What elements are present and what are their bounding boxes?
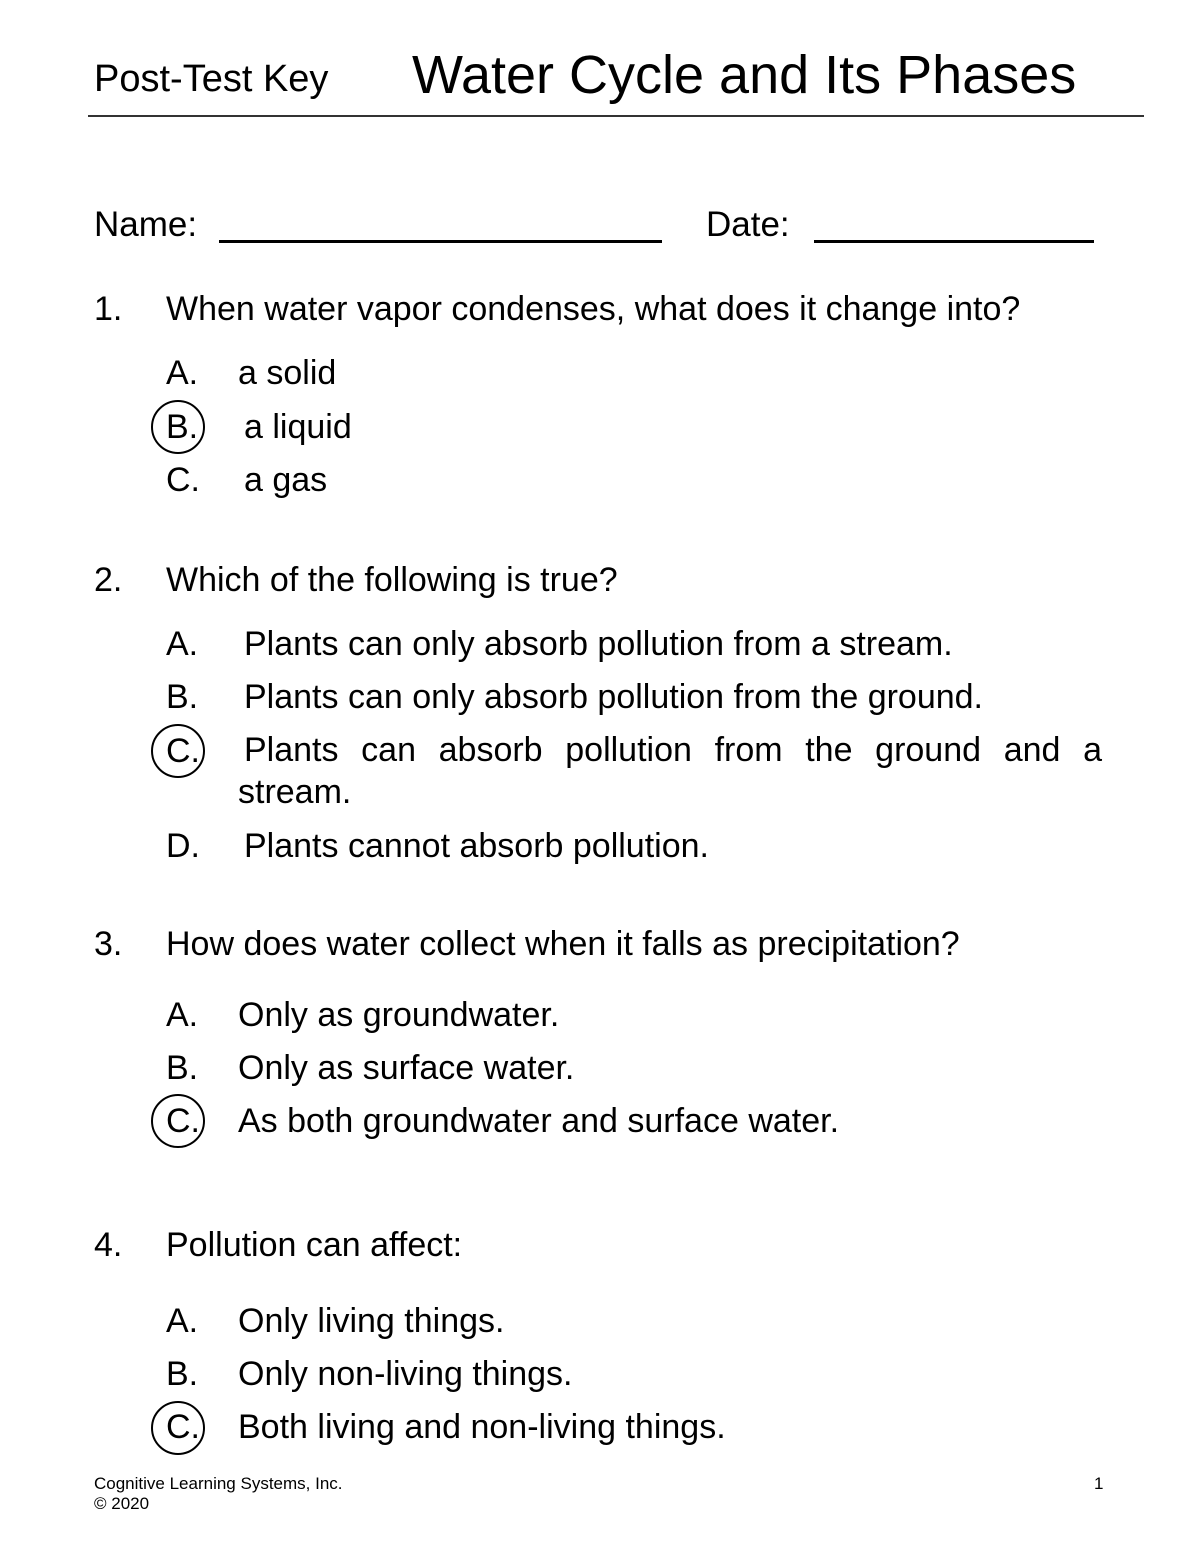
option-text: Only as surface water. [238,1049,575,1087]
option-text: a solid [238,354,337,392]
option-text: Plants can only absorb pollution from a stream. [244,625,953,663]
option-letter: D. [166,827,200,865]
option-letter: B. [166,1049,199,1087]
option-letter: A. [166,1302,199,1340]
question-number: 3. [94,925,123,963]
option-text: Only living things. [238,1302,505,1340]
option-text: Plants can only absorb pollution from the ground. [244,678,984,716]
question-text: When water vapor condenses, what does it change into? [166,290,1021,328]
option-letter: C. [166,732,200,770]
date-label: Date: [706,205,790,244]
document-title: Water Cycle and Its Phases [412,45,1077,105]
option-text: As both groundwater and surface water. [238,1102,840,1140]
question-number: 4. [94,1226,123,1264]
question-number: 2. [94,561,123,599]
question-number: 1. [94,290,123,328]
question-text: How does water collect when it falls as precipitation? [166,925,960,963]
document-subtitle: Post-Test Key [94,58,329,100]
option-letter: B. [166,1355,199,1393]
option-letter: C. [166,1408,200,1446]
footer-company: Cognitive Learning Systems, Inc. [94,1474,343,1493]
option-text: a liquid [244,408,352,446]
option-letter: A. [166,625,199,663]
option-text: Only as groundwater. [238,996,560,1034]
question-text: Pollution can affect: [166,1226,463,1264]
page-number: 1 [1094,1474,1104,1493]
option-text: a gas [244,461,328,499]
option-text: Both living and non-living things. [238,1408,726,1446]
date-field-line[interactable] [814,240,1094,243]
option-letter: B. [166,678,199,716]
option-letter: C. [166,461,200,499]
option-letter: C. [166,1102,200,1140]
header-divider [88,115,1144,117]
name-label: Name: [94,205,198,244]
option-text: Only non-living things. [238,1355,573,1393]
option-letter: A. [166,354,199,392]
footer-copyright: © 2020 [94,1494,150,1513]
option-text: Plants cannot absorb pollution. [244,827,709,865]
question-text: Which of the following is true? [166,561,618,599]
option-letter: A. [166,996,199,1034]
name-field-line[interactable] [219,240,662,243]
option-text: Plants can absorb pollution from the ground and a stream. [238,731,1102,811]
option-letter: B. [166,408,199,446]
